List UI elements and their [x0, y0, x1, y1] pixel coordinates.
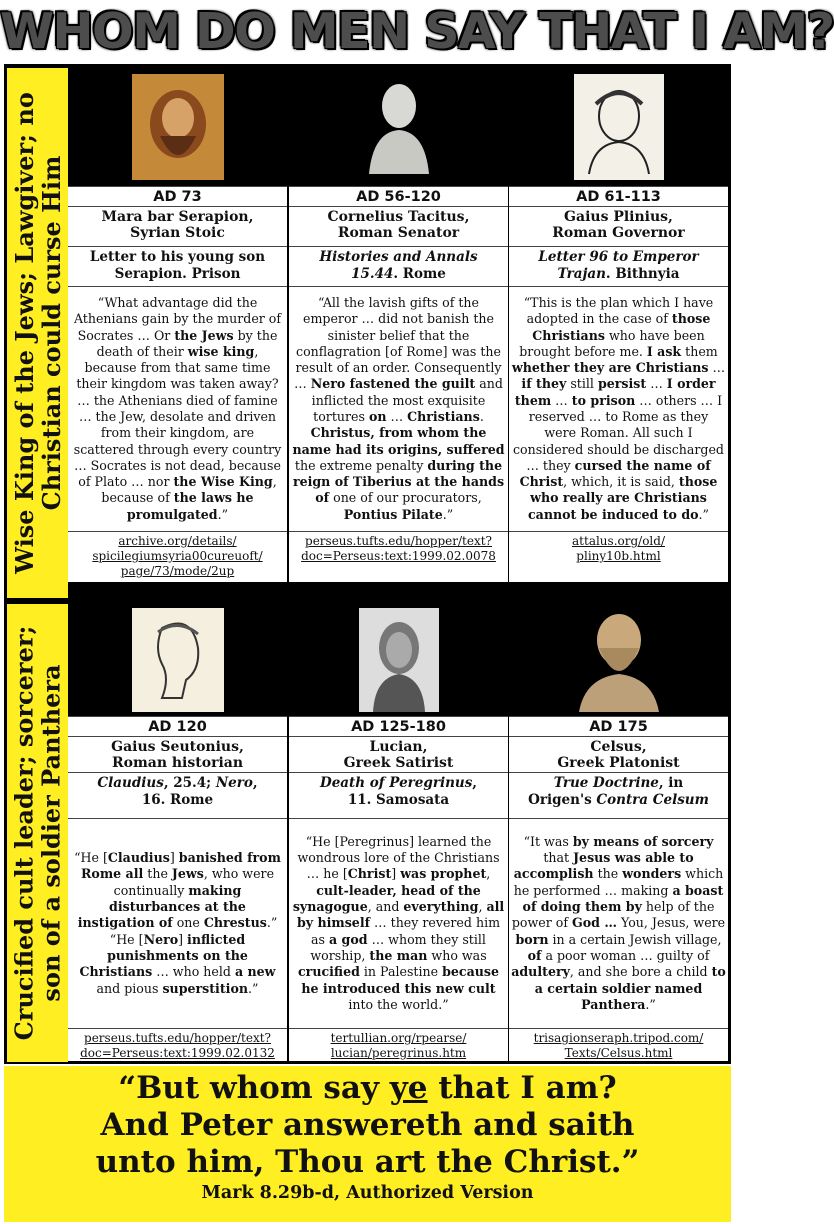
- text-run: .: [479, 409, 484, 424]
- text-run: Letter 96 to Emperor: [538, 249, 699, 265]
- icon-bust-marble: [289, 68, 508, 186]
- text-run: those Christians: [532, 311, 711, 343]
- text-run: everything: [403, 899, 479, 915]
- card-date: AD 120: [68, 716, 287, 736]
- text-run: who was: [427, 947, 487, 963]
- text-run: wonders: [622, 866, 682, 882]
- text-run: Death of Peregrinus: [320, 775, 473, 791]
- text-run: … they revered him as: [311, 915, 501, 947]
- text-run: which he performed … making: [513, 866, 724, 898]
- text-run: . Rome: [393, 266, 446, 282]
- url-link[interactable]: trisagionseraph.tripod.com/: [533, 1031, 704, 1045]
- text-run: adultery: [511, 964, 570, 980]
- url-link[interactable]: perseus.tufts.edu/hopper/text?: [305, 534, 492, 548]
- quote-text: [291, 834, 506, 1013]
- text-run: . Bithnyia: [605, 266, 680, 282]
- text-run: Christus, from whom the name had its origins, suffered: [292, 425, 505, 457]
- url-link[interactable]: perseus.tufts.edu/hopper/text?: [84, 1031, 271, 1045]
- comparison-grid: [4, 64, 731, 1064]
- url-link[interactable]: archive.org/details/: [118, 534, 237, 548]
- card-url[interactable]: [289, 531, 508, 582]
- text-run: cult-leader, head of the synagogue: [292, 882, 481, 915]
- text-run: to prison: [571, 392, 636, 408]
- side-label-top-line1: Wise King of the Jews; Lawgiver; no: [9, 92, 39, 574]
- icon-portrait-bearded: [68, 68, 287, 186]
- quote-part1: “But whom say: [118, 1070, 390, 1106]
- text-run: cursed the name of Christ: [519, 457, 711, 490]
- text-run: wise king: [187, 343, 255, 359]
- card-author: Gaius Plinius, Roman Governor: [509, 206, 728, 246]
- text-run: and inflicted the most exquisite tortures: [311, 376, 503, 424]
- text-run: the: [593, 866, 623, 882]
- text-run: one: [172, 915, 204, 931]
- quote-text: [70, 295, 285, 523]
- text-run: “He [: [109, 931, 144, 947]
- text-run: ,: [252, 775, 258, 791]
- text-run: “What advantage did the Athenians gain by the murder of Socrates … Or: [73, 294, 282, 343]
- text-run: banished from Rome all: [80, 850, 281, 882]
- url-link[interactable]: Texts/Celsus.html: [564, 1046, 673, 1060]
- card-author: Mara bar Serapion, Syrian Stoic: [68, 206, 287, 246]
- card-quote: [289, 286, 508, 531]
- text-run: a poor woman … guilty of: [541, 947, 710, 963]
- text-run: one of our procurators,: [329, 490, 482, 506]
- text-run: inflicted punishments on the Christians: [79, 931, 248, 980]
- text-run: , 25.4;: [163, 775, 216, 791]
- side-label-top: [7, 68, 68, 598]
- text-run: .”: [266, 915, 278, 931]
- text-run: Jesus was able to accomplish: [513, 850, 694, 882]
- scripture-footer: [4, 1066, 731, 1222]
- card-quote: [289, 818, 508, 1028]
- card-quote: [68, 818, 287, 1028]
- text-run: 15.44: [351, 266, 394, 282]
- card-quote: [509, 818, 728, 1028]
- text-run: 11. Samosata: [347, 792, 450, 808]
- text-run: , because of: [101, 474, 277, 506]
- text-run: Christ: [347, 866, 392, 882]
- text-run: Chrestus: [203, 915, 267, 931]
- card-url[interactable]: [68, 531, 287, 582]
- title-text: WHOM DO MEN SAY THAT I AM: [0, 3, 807, 60]
- text-run: , in: [658, 775, 684, 791]
- text-run: in a certain Jewish village,: [548, 931, 722, 947]
- card-author: Lucian, Greek Satirist: [289, 736, 508, 772]
- text-run: because he introduced this new cult: [301, 964, 499, 996]
- text-run: the Jews: [174, 327, 234, 343]
- quote-line2: And Peter answereth and saith: [100, 1107, 635, 1143]
- text-run: … others … I reserved … to Rome as they were Roman. All such I considered should be discharged … they: [513, 392, 724, 473]
- text-run: ]: [178, 931, 188, 947]
- text-run: ]: [169, 850, 179, 866]
- text-run: “He [: [74, 850, 108, 866]
- text-run: born: [515, 931, 549, 947]
- text-run: was prophet: [400, 866, 487, 882]
- text-run: a boast of doing them by: [522, 882, 724, 915]
- text-run: on: [368, 409, 387, 424]
- text-run: help of the power of: [511, 899, 715, 931]
- text-run: them: [681, 343, 718, 359]
- quote-text: [70, 850, 285, 997]
- text-run: still: [566, 376, 598, 392]
- text-run: the laws he promulgated: [126, 490, 254, 522]
- text-run: Histories and Annals: [319, 249, 478, 265]
- text-run: making disturbances at the instigation of: [77, 882, 246, 931]
- quote-part2: that I am?: [427, 1070, 617, 1106]
- card-date: AD 125-180: [289, 716, 508, 736]
- text-run: …: [646, 376, 667, 392]
- text-run: … whom they still worship,: [310, 931, 486, 963]
- text-run: Contra Celsum: [596, 792, 709, 808]
- card-url[interactable]: [509, 1028, 728, 1061]
- text-run: the Wise King: [173, 474, 273, 490]
- text-run: Nero: [215, 775, 253, 791]
- text-run: God …: [572, 915, 617, 931]
- card-quote: [509, 286, 728, 531]
- url-link[interactable]: page/73/mode/2up: [120, 564, 235, 578]
- text-run: …: [551, 392, 572, 408]
- text-run: ,: [478, 899, 487, 915]
- text-run: if they: [521, 376, 567, 392]
- text-run: “He [Peregrinus] learned the wondrous lore of the Christians … he [: [297, 833, 500, 882]
- card-source: [509, 772, 728, 818]
- text-run: True Doctrine: [553, 775, 659, 791]
- url-link[interactable]: pliny10b.html: [576, 549, 661, 563]
- poster-title: [0, 0, 834, 64]
- url-link[interactable]: doc=Perseus:text:1999.02.0078: [301, 549, 496, 563]
- text-run: who have been brought before me.: [519, 327, 705, 359]
- url-link[interactable]: doc=Perseus:text:1999.02.0132: [80, 1046, 275, 1060]
- text-run: the: [143, 866, 172, 882]
- text-run: Nero fastened the guilt: [310, 376, 476, 392]
- text-run: , which, it is said,: [563, 474, 679, 490]
- source-card: [509, 68, 728, 582]
- text-run: the man: [369, 947, 428, 963]
- source-card: [289, 604, 508, 1061]
- text-run: , who were continually: [113, 866, 275, 898]
- text-run: 16. Rome: [141, 792, 214, 808]
- text-run: .”: [217, 506, 229, 522]
- side-label-bottom-line2: son of a soldier Panthera: [36, 664, 66, 1002]
- side-label-bottom: [7, 604, 68, 1062]
- card-date: AD 73: [68, 186, 287, 206]
- icon-bust-bearded: [509, 604, 728, 716]
- card-url[interactable]: [68, 1028, 287, 1061]
- text-run: of: [527, 947, 542, 963]
- text-run: that: [543, 850, 574, 866]
- icon-drawing-profile: [68, 604, 287, 716]
- text-run: , and: [367, 899, 404, 915]
- quote-emphasis: ye: [389, 1070, 428, 1106]
- text-run: .”: [698, 506, 709, 522]
- side-label-top-line2: Christian could curse Him: [36, 155, 66, 511]
- card-author: Cornelius Tacitus, Roman Senator: [289, 206, 508, 246]
- text-run: You, Jesus, were: [616, 915, 726, 931]
- text-run: I ask: [646, 343, 682, 359]
- card-date: AD 175: [509, 716, 728, 736]
- text-run: Claudius: [97, 775, 164, 791]
- url-link[interactable]: lucian/peregrinus.htm: [330, 1046, 467, 1060]
- card-source: Letter to his young son Serapion. Prison: [68, 246, 287, 286]
- text-run: …: [386, 409, 408, 424]
- card-date: AD 56-120: [289, 186, 508, 206]
- card-author: Gaius Seutonius, Roman historian: [68, 736, 287, 772]
- url-link[interactable]: spicilegiumsyria00cureuoft/: [92, 549, 263, 563]
- text-run: .”: [645, 996, 656, 1012]
- card-date: AD 61-113: [509, 186, 728, 206]
- card-quote: [68, 286, 287, 531]
- text-run: Jews: [171, 866, 204, 882]
- quote-text: [511, 295, 726, 523]
- quote-text: [291, 295, 506, 523]
- source-card: [509, 604, 728, 1061]
- side-label-bottom-line1: Crucified cult leader; sorcerer;: [9, 625, 39, 1041]
- text-run: Origen's: [528, 792, 597, 808]
- text-run: the extreme penalty: [294, 457, 428, 473]
- text-run: “It was: [523, 833, 573, 849]
- text-run: … who held: [152, 964, 235, 980]
- text-run: .”: [442, 506, 454, 522]
- text-run: ,: [486, 866, 491, 882]
- text-run: by the death of their: [96, 327, 278, 359]
- text-run: whether they are Christians: [511, 360, 709, 376]
- card-source: [68, 772, 287, 818]
- text-run: , because from that same time their kingdom was taken away? … the Athenians died of famine … the Jew, desolate and driven from their kingdom, are scattered through every country … Socrates is not dead, because of Plato … nor: [73, 343, 282, 490]
- icon-engraving-bust: [289, 604, 508, 716]
- text-run: during the reign of Tiberius at the hands of: [292, 457, 505, 506]
- text-run: ]: [391, 866, 401, 882]
- text-run: ,: [472, 775, 477, 791]
- url-link[interactable]: attalus.org/old/: [572, 534, 665, 548]
- text-run: superstition: [162, 980, 249, 996]
- card-source: [289, 246, 508, 286]
- text-run: .”: [248, 980, 259, 996]
- text-run: crucified: [298, 964, 360, 980]
- source-card: [289, 68, 508, 582]
- text-run: Pontius Pilate: [343, 506, 443, 522]
- text-run: I order them: [514, 376, 716, 408]
- text-run: “All the lavish gifts of the emperor … did not banish the sinister belief that the conflagration [of Rome] was the result of an order. Consequently …: [294, 294, 502, 392]
- text-run: into the world.”: [348, 996, 449, 1012]
- scripture-quote: [4, 1066, 731, 1181]
- text-run: a new: [234, 964, 276, 980]
- text-run: a god: [329, 931, 368, 947]
- text-run: by means of sorcery: [572, 833, 714, 849]
- icon-engraving-laurel: [509, 68, 728, 186]
- text-run: persist: [597, 376, 647, 392]
- text-run: Claudius: [107, 850, 170, 866]
- card-author: Celsus, Greek Platonist: [509, 736, 728, 772]
- text-run: in Palestine: [359, 964, 443, 980]
- card-url[interactable]: [289, 1028, 508, 1061]
- url-link[interactable]: tertullian.org/rpearse/: [330, 1031, 467, 1045]
- text-run: Trajan: [557, 266, 606, 282]
- text-run: all by himself: [296, 899, 505, 931]
- quote-text: [511, 834, 726, 1013]
- text-run: Nero: [143, 931, 179, 947]
- text-run: “This is the plan which I have adopted in the case of: [523, 294, 714, 327]
- scripture-citation: Mark 8.29b-d, Authorized Version: [201, 1183, 534, 1203]
- text-run: those who really are Christians cannot be induced to do: [528, 474, 718, 522]
- card-url[interactable]: [509, 531, 728, 582]
- source-card: [68, 604, 287, 1061]
- text-run: and pious: [96, 980, 163, 996]
- text-run: , and she bore a child: [569, 964, 712, 980]
- card-source: [289, 772, 508, 818]
- card-source: [509, 246, 728, 286]
- text-run: …: [708, 360, 726, 376]
- text-run: Christians: [407, 409, 480, 424]
- quote-line3: unto him, Thou art the Christ.”: [95, 1144, 640, 1180]
- text-run: to a certain soldier named Panthera: [534, 964, 726, 1012]
- source-card: [68, 68, 287, 582]
- title-qmark: ?: [806, 3, 834, 60]
